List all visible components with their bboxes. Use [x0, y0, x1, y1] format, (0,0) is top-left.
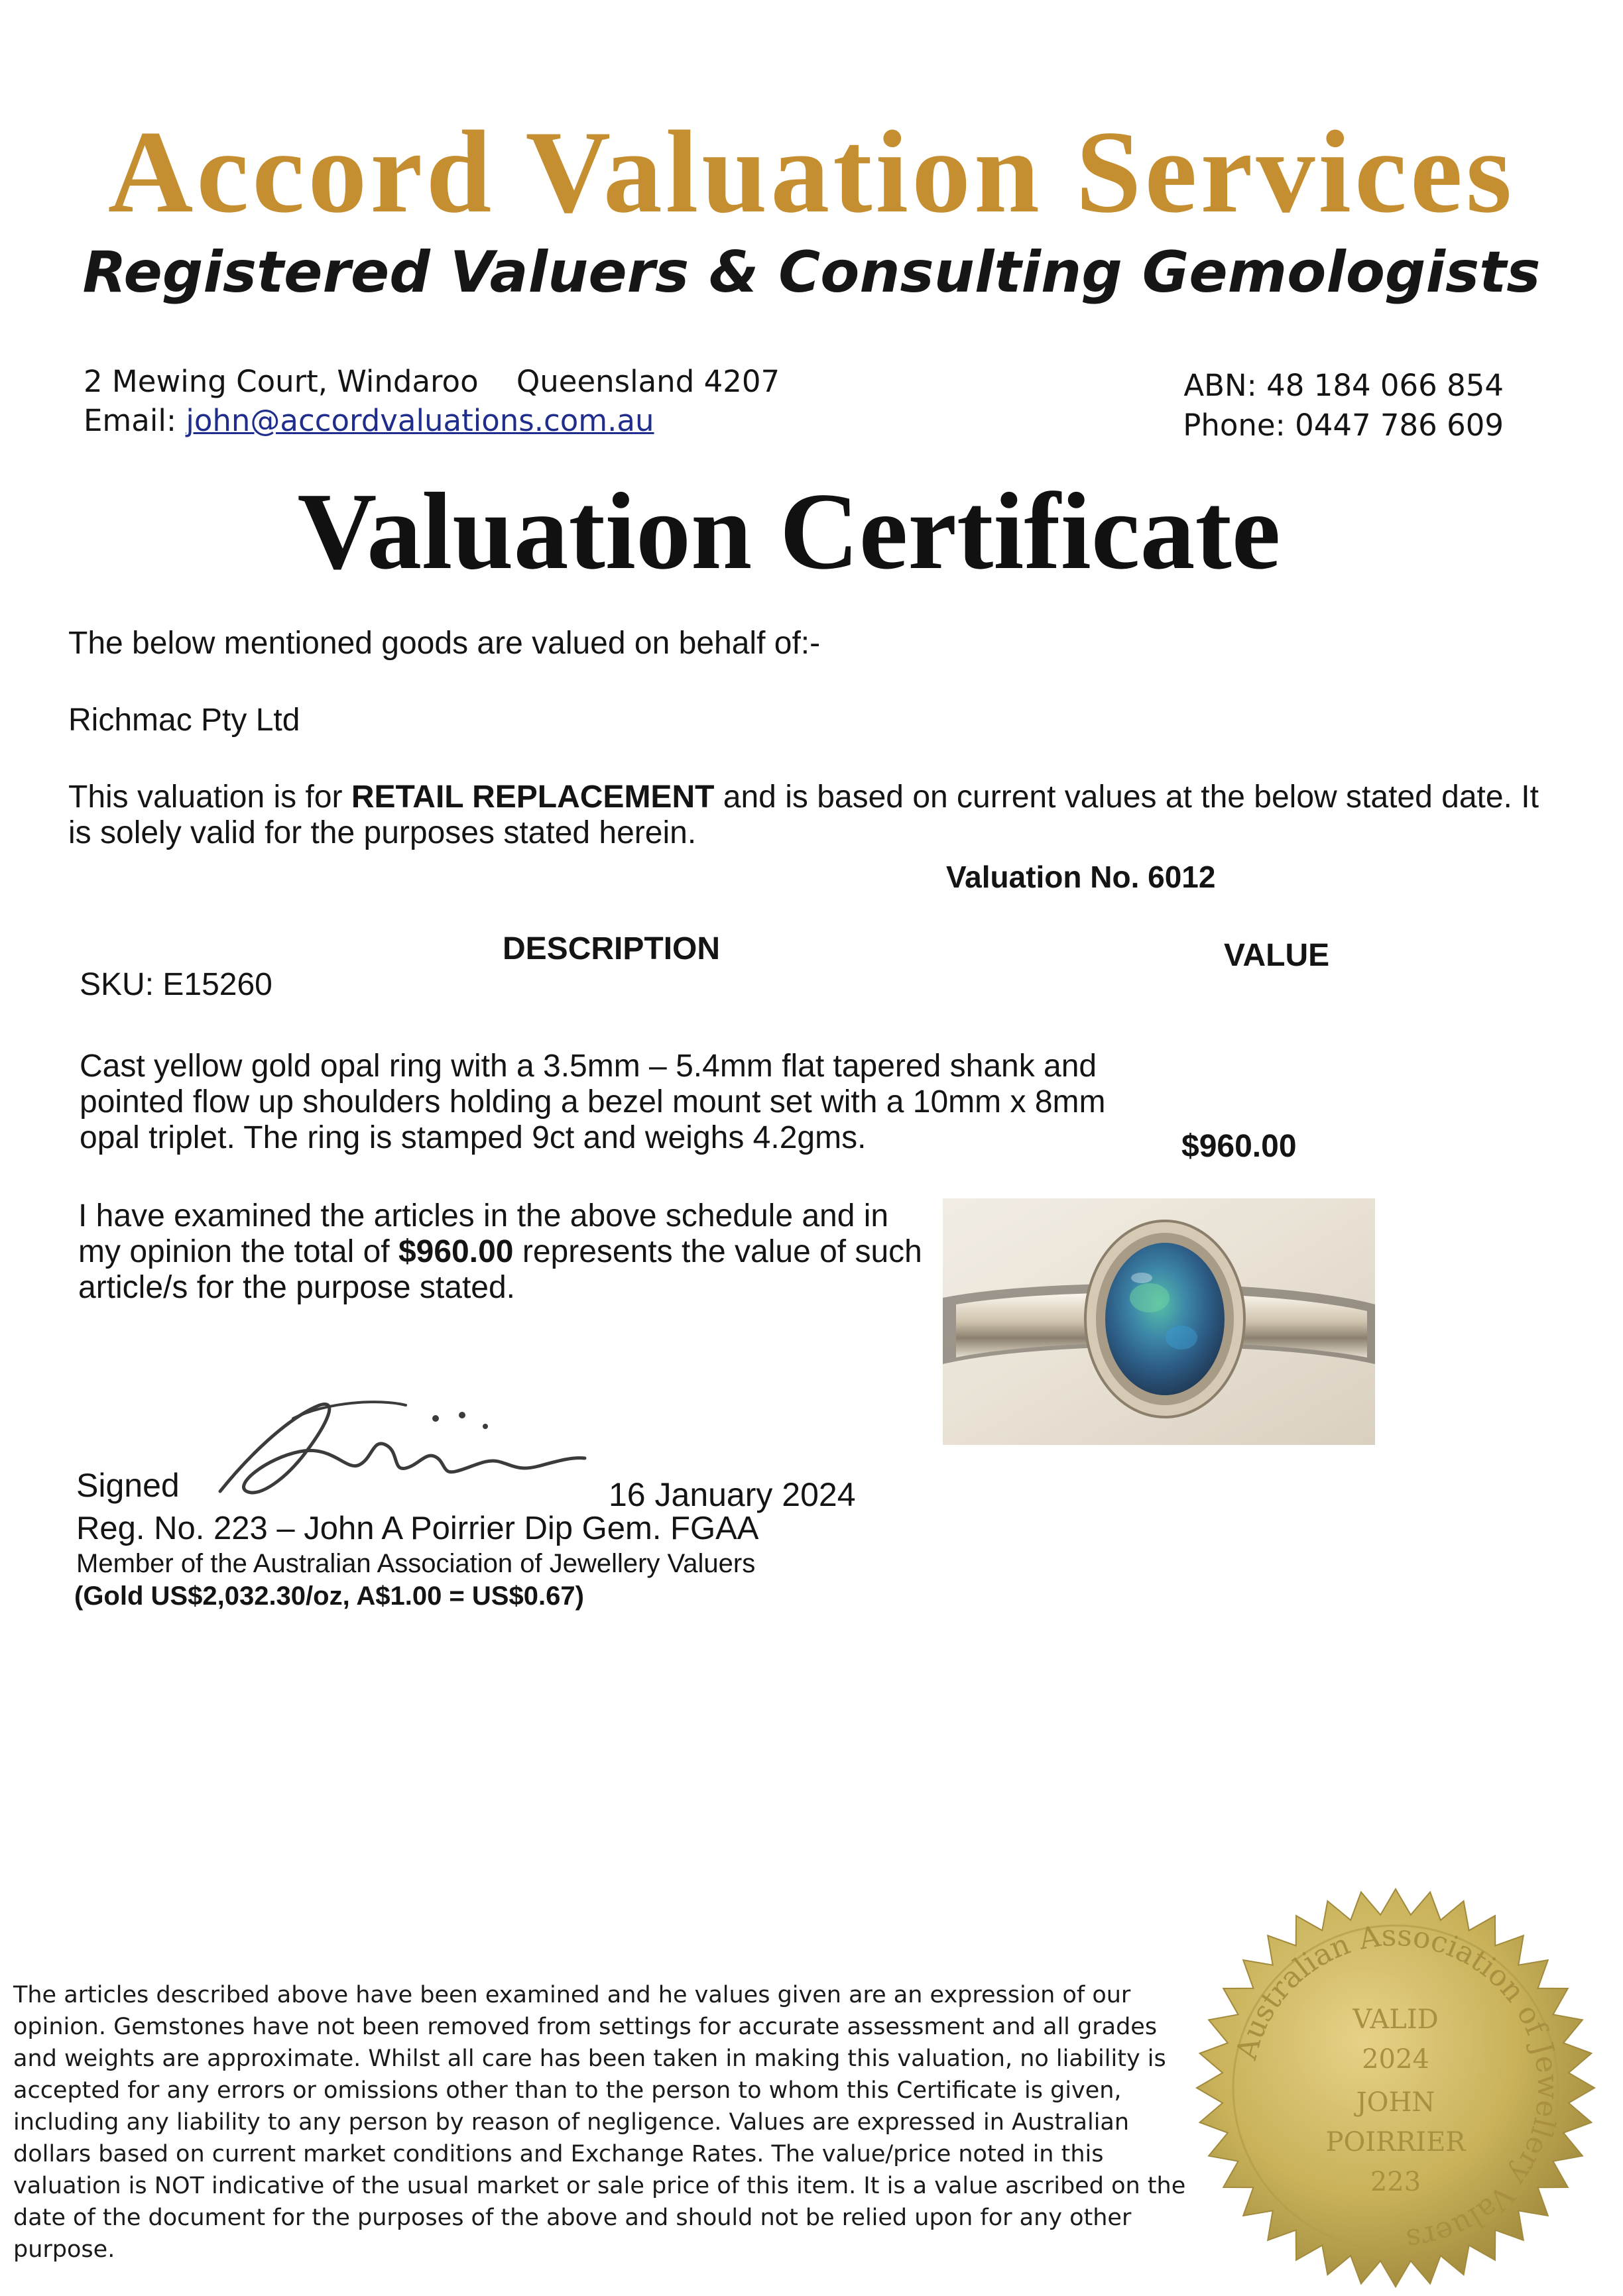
valuation-number: Valuation No. 6012	[946, 860, 1216, 894]
purpose-prefix: This valuation is for	[68, 779, 343, 815]
description-heading: DESCRIPTION	[503, 931, 721, 966]
opinion-total: $960.00	[398, 1234, 514, 1269]
seal-line-first-name: JOHN	[1356, 2087, 1435, 2118]
disclaimer: The articles described above have been examined and he values given are an expression of our opinion. Gemstones have not been removed from settings for accurate assessment and all grades and weights are approximate. Whilst all care has been taken in making this valuation, no liability is accepted for any errors or omissions other than to the person to whom this Certificate is given, including any liability to any person by reason of negligence. Values are expressed in Australian dollars based on current market conditions and Exchange Rates. The value/price noted in this valuation is NOT indicative of the usual market or sale price of this item. It is a value ascribed on the date of the document for the purposes of the above and should not be relied upon for any other purpose.	[13, 1982, 1186, 2263]
gold-exchange-rate: (Gold US$2,032.30/oz, A$1.00 = US$0.67)	[74, 1581, 584, 1611]
opinion-suffix: represents the value of such article/s for the purpose stated.	[78, 1234, 922, 1305]
opinion-statement	[78, 1198, 933, 1306]
registration-number: Reg. No. 223 – John A Poirrier Dip Gem. FGAA	[76, 1511, 759, 1546]
valuer-seal	[1193, 1886, 1598, 2290]
company-address: 2 Mewing Court, Windaroo Queensland 4207	[84, 364, 780, 399]
opinion-prefix: I have examined the articles in the above schedule and in my opinion the total of	[78, 1198, 889, 1269]
client-name: Richmac Pty Ltd	[68, 703, 300, 738]
purpose-statement	[68, 779, 1553, 851]
association-membership: Member of the Australian Association of Jewellery Valuers	[76, 1549, 756, 1578]
seal-line-valid: VALID	[1352, 2004, 1439, 2035]
purpose-suffix: and is based on current values at the below stated date. It is solely valid for the purposes stated herein.	[68, 779, 1539, 850]
email-link[interactable]: john@accordvaluations.com.au	[186, 403, 654, 438]
seal-line-year: 2024	[1362, 2044, 1429, 2075]
signed-date: 16 January 2024	[609, 1476, 856, 1513]
behalf-statement: The below mentioned goods are valued on behalf of:-	[68, 626, 821, 661]
seal-line-number: 223	[1370, 2167, 1421, 2197]
phone: Phone: 0447 786 609	[1183, 408, 1504, 443]
ring-photo	[943, 1198, 1375, 1445]
value-heading: VALUE	[1224, 938, 1330, 973]
abn: ABN: 48 184 066 854	[1183, 368, 1504, 403]
company-tagline: Registered Valuers & Consulting Gemologists	[82, 239, 1541, 306]
seal-line-surname: POIRRIER	[1325, 2127, 1466, 2157]
purpose-type: RETAIL REPLACEMENT	[351, 779, 715, 815]
signed-label: Signed	[76, 1467, 180, 1504]
company-name: Accord Valuation Services	[107, 106, 1516, 237]
certificate-title: Valuation Certificate	[297, 470, 1281, 592]
email-row	[84, 403, 654, 438]
item-value: $960.00	[1181, 1129, 1297, 1164]
item-description: Cast yellow gold opal ring with a 3.5mm – 5.4mm flat tapered shank and pointed flow up shoulders holding a bezel mount set with a 10mm x 8mm opal triplet. The ring is stamped 9ct and weighs 4.2gms.	[80, 1049, 1106, 1155]
seal-ring-text: Australian Association of Jewellery Valuers	[1229, 1918, 1565, 2257]
signature-image	[207, 1379, 591, 1511]
email-label: Email:	[84, 403, 177, 438]
sku: SKU: E15260	[80, 967, 272, 1002]
